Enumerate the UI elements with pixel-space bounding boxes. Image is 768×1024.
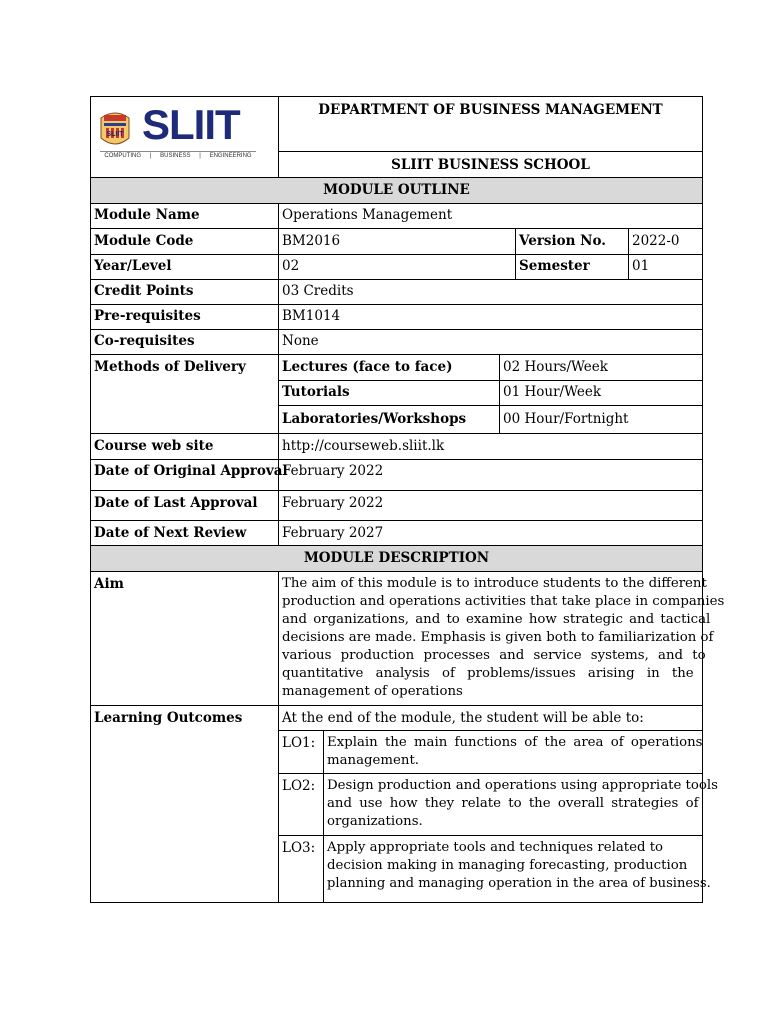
aim-label: Aim [94,576,124,592]
year-level-value: 02 [282,258,300,274]
row-rule [278,835,703,836]
department-title: DEPARTMENT OF BUSINESS MANAGEMENT [318,102,663,118]
co-requisites-label: Co-requisites [94,333,195,349]
aim-line: and organizations, and to examine how strategic and tactical [282,612,711,627]
row-rule [90,304,703,305]
school-title: SLIIT BUSINESS SCHOOL [391,157,590,173]
row-rule [90,571,703,572]
learning-outcomes-label: Learning Outcomes [94,710,243,726]
version-value: 2022-0 [632,233,680,249]
last-approval-label: Date of Last Approval [94,495,258,511]
row-rule [90,705,703,706]
row-rule [278,380,703,381]
aim-line: decisions are made. Emphasis is given both to familiarization of [282,630,714,645]
semester-value: 01 [632,258,650,274]
original-approval-label: Date of Original Approval [94,463,288,479]
row-rule [90,203,703,204]
learning-outcomes-intro: At the end of the module, the student will be able to: [282,710,644,726]
column-rule [628,228,629,279]
module-description-title: MODULE DESCRIPTION [303,550,490,566]
row-rule [90,279,703,280]
column-rule [278,571,279,903]
module-name-label: Module Name [94,207,200,223]
outcome-code: LO2: [282,778,316,794]
aim-line: production and operations activities that take place in companies [282,594,725,609]
module-code-label: Module Code [94,233,194,249]
next-review-label: Date of Next Review [94,525,247,541]
row-rule [90,545,703,546]
aim-line: various production processes and service systems, and to [282,648,706,663]
outcome-line: organizations. [327,814,423,829]
row-rule [90,177,703,178]
row-rule [90,329,703,330]
logo-divider [100,151,256,152]
row-rule [90,254,703,255]
outcome-line: Explain the main functions of the area of operations [327,735,703,750]
delivery-hours: 01 Hour/Week [503,384,602,400]
outcome-code: LO3: [282,840,316,856]
row-rule [278,730,703,731]
outcome-code: LO1: [282,735,316,751]
column-rule [323,730,324,903]
row-rule [90,433,703,434]
svg-text:SLIIT: SLIIT [106,131,124,138]
delivery-label: Methods of Delivery [94,359,246,375]
sliit-logo [100,101,260,164]
semester-label: Semester [519,258,590,274]
row-rule [90,228,703,229]
outcome-line: Design production and operations using appropriate tools [327,778,718,793]
module-name-value: Operations Management [282,207,453,223]
pre-requisites-label: Pre-requisites [94,308,201,324]
website-link[interactable]: http://courseweb.sliit.lk [282,438,445,454]
row-rule [90,459,703,460]
delivery-hours: 00 Hour/Fortnight [503,411,629,427]
row-rule [90,354,703,355]
row-rule [278,405,703,406]
row-rule [90,490,703,491]
module-code-value: BM2016 [282,233,341,249]
year-level-label: Year/Level [94,258,172,274]
outcome-line: and use how they relate to the overall strategies of [327,796,699,811]
row-rule [90,520,703,521]
logo-wordmark: SLIIT [142,101,240,148]
delivery-type: Laboratories/Workshops [282,411,467,427]
outcome-line: planning and managing operation in the area of business. [327,876,711,891]
column-rule [499,354,500,433]
credit-points-value: 03 Credits [282,283,354,299]
row-rule [278,151,703,152]
aim-line: quantitative analysis of problems/issues arising in the [282,666,694,681]
outcome-line: decision making in managing forecasting, production [327,858,688,873]
last-approval-value: February 2022 [282,495,384,511]
original-approval-value: February 2022 [282,463,384,479]
co-requisites-value: None [282,333,319,349]
row-rule [278,773,703,774]
column-rule [278,203,279,546]
aim-line: The aim of this module is to introduce students to the different [282,576,707,591]
delivery-type: Lectures (face to face) [282,359,453,375]
next-review-value: February 2027 [282,525,384,541]
module-outline-title: MODULE OUTLINE [323,182,470,198]
credit-points-label: Credit Points [94,283,194,299]
outcome-line: Apply appropriate tools and techniques related to [327,840,664,855]
website-label: Course web site [94,438,214,454]
outcome-line: management. [327,753,420,768]
aim-line: management of operations [282,684,463,699]
pre-requisites-value: BM1014 [282,308,341,324]
logo-tagline: COMPUTING | BUSINESS | ENGINEERING [104,153,252,159]
delivery-hours: 02 Hours/Week [503,359,608,375]
column-rule [515,228,516,279]
delivery-type: Tutorials [282,384,350,400]
version-label: Version No. [519,233,606,249]
